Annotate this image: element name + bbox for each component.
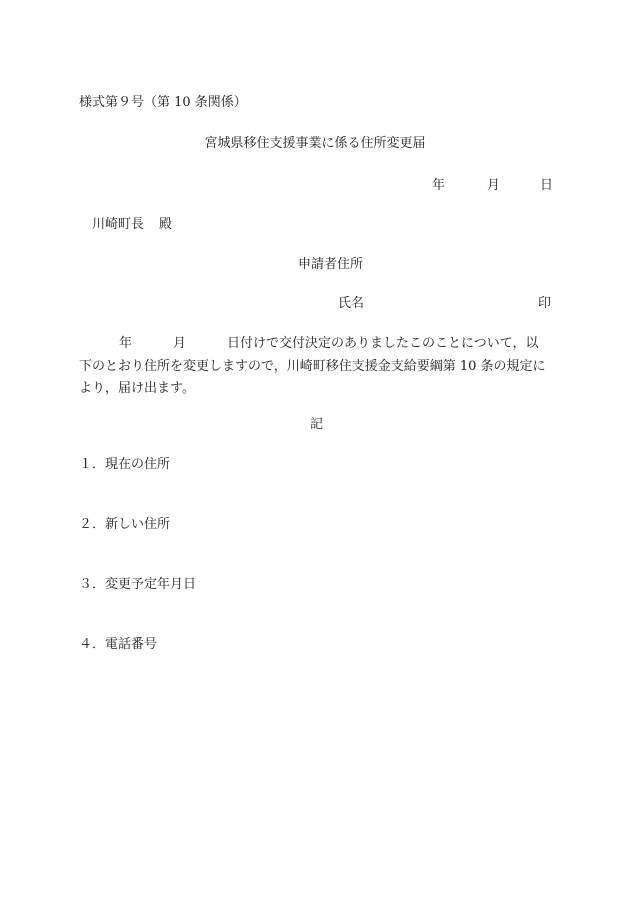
applicant-address-label: 申請者住所: [298, 257, 364, 272]
applicant-name-label: 氏名: [338, 296, 365, 311]
date-year-label: 年: [432, 178, 446, 193]
item-new-address: ２．新しい住所: [79, 517, 171, 532]
item-phone-number: ４．電話番号: [79, 637, 158, 652]
date-month-label: 月: [487, 178, 501, 193]
item-current-address: １．現在の住所: [79, 457, 171, 472]
document-title: 宮城県移住支援事業に係る住所変更届: [204, 136, 426, 151]
body-line-1-text: 日付けで交付決定のありましたこのことについて，以: [227, 336, 539, 351]
seal-label: 印: [538, 296, 552, 311]
form-number: 様式第９号（第 10 条関係）: [79, 95, 247, 110]
body-month-label: 月: [173, 336, 187, 351]
date-day-label: 日: [540, 178, 554, 193]
body-paragraph-line-2: 下のとおり住所を変更しますので，川崎町移住支援金支給要綱第 10 条の規定に: [79, 359, 546, 374]
addressee-name: 川崎町長: [92, 217, 145, 232]
item-planned-change-date: ３．変更予定年月日: [79, 577, 197, 592]
addressee-honorific: 殿: [159, 217, 173, 232]
body-year-label: 年: [119, 336, 133, 351]
body-paragraph-line-3: より，届け出ます。: [79, 381, 195, 396]
ki-heading: 記: [310, 417, 324, 432]
